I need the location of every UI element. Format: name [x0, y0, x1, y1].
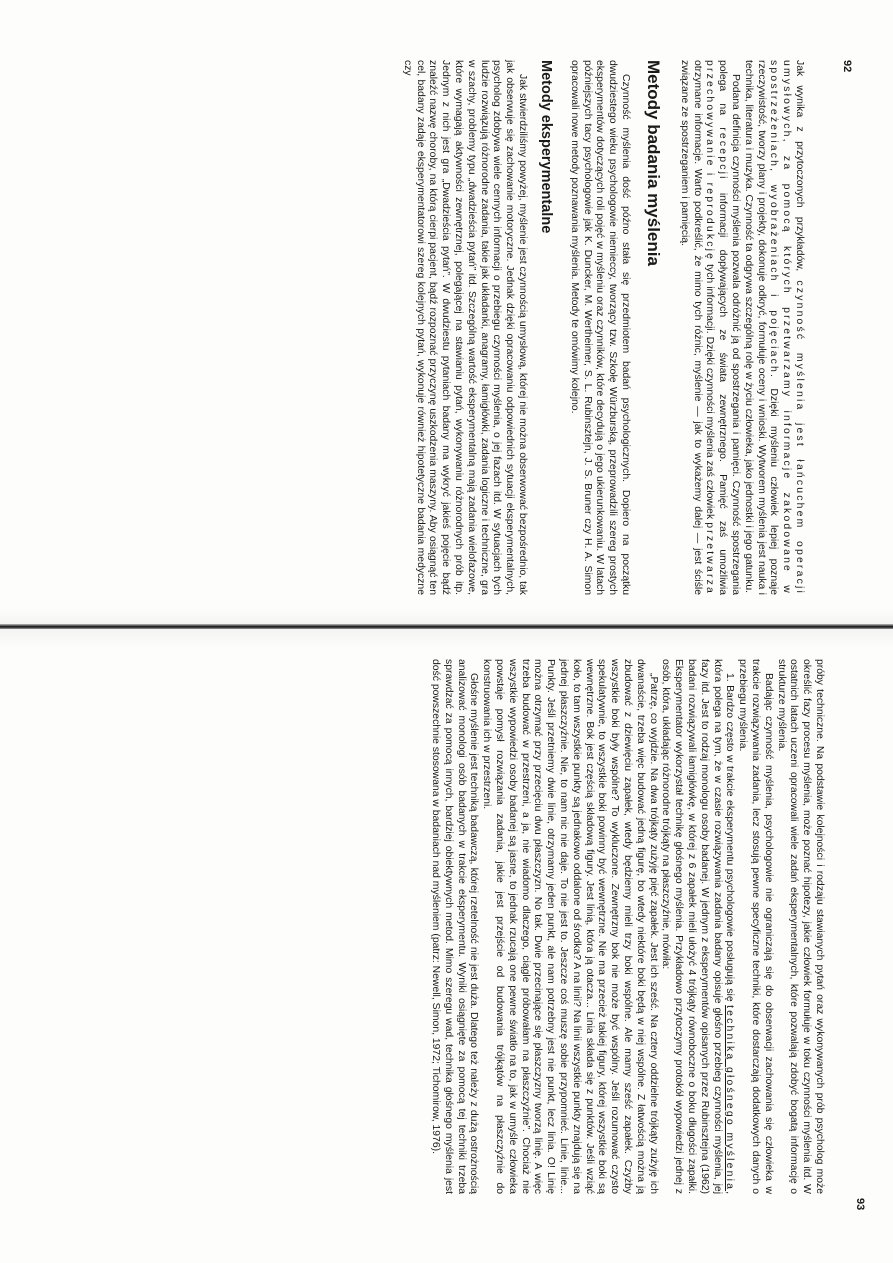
- para-text: 1. Bardzo często w trakcie eksperymentu psychologowie posługują się: [724, 673, 736, 1006]
- para-text: informacji dopływających ze świata zewnętrznego. Pamięć zaś umożliwia: [717, 180, 729, 595]
- para-text: otrzymane informacje. Warto podkreślić, że mimo tych różnic, myślenie — jak to wykażemy dalej — jest ściśle związane ze spostrzeganiem i pamięcią.: [678, 60, 703, 595]
- intro-text-rest: Dzięki myśleniu człowiek lepiej poznaje rzeczywistość, tworzy plany i projekty, dokonuje odkryć, formułuje oceny i wnioski. Wytworem myślenia jest nauka i technika, literatura i muzyka. Czynność ta odgrywa szczególną rolę w życiu człowieka, jako jednostki i jego gatunku.: [742, 60, 780, 595]
- experimental-paragraph: Jak stwierdziliśmy powyżej, myślenie jest czynnością umysłową, której nie można obserwować bezpośrednio, tak jak obserwuje się zachowanie motoryczne. Jednak dzięki opracowaniu odpowiednich sytuacji eksperymentalnych, psycholog zdobywa wiele cennych informacji o przebiegu czynności myślenia, o jej fazach itd. W sytuacjach tych ludzie rozwiązują różnorodne zadania, takie jak układanki, anagramy, łamigłówki, zadania logiczne i techniczne, gra w szachy, problemy typu „dwadzieścia pytań” itd. Szczególną wartość eksperymentalną mają zadania wielofazowe, które wymagają aktywności zewnętrznej, polegającej na stawianiu pytań, wykonywaniu różnorodnych prób itp. Jednym z nich jest gra „Dwadzieścia pytań”. W dwudziestu pytaniach badany ma wykryć jakieś pojęcie bądź znaleźć nazwę choroby, na którą cierpi pacjent, bądź rozpoznać przyczynę uszkodzenia maszyny. Aby osiągnąć ten cel, badany zadaje eksperymentatorowi szereg kolejnych pytań, wykonuje również hipotetyczne badania medyczne czy: [401, 60, 529, 595]
- page-number: 93: [854, 1198, 866, 1211]
- protocol-quote-paragraph: „Patrzę, co wyjdzie. Na dwa trójkąty zużyję pięć zapałek. Jest ich sześć. Na cztery oddzielne trójkąty zużyję ich dwanaście, trzeba więc budować jedną figurę, bo wtedy niektóre boki będą w niej wspólne. Z łatwością można ją zbudować z dziewięciu zapałek, wtedy będziemy mieli trzy boki wspólne. Ale mamy sześć zapałek. Czyżby wszystkie boki były wspólne? To wykluczone. Zewnętrzny bok nie może być wspólny. Jeśli rozumować czysto spekulatywnie, to wszystkie boki powinny być wewnętrzne. Nie ma przecież takiej figury, której wszystkie boki są wewnętrzne. Bok jest częścią składową figury. Jest linią, która ją otacza... Linia składa się z punktów. Jeśli wziąć koło, to tam wszystkie punkty są jednakowo oddalone od środka? A na linii? Na linii wszystkie punkty znajdują się na jednej płaszczyźnie. Nie, to nam nic nie daje. To nie jest to. Jeszcze coś muszę sobie przypomnieć. Linie, linie... Punkty. Jeśli przetniemy dwie linie, otrzymamy jeden punkt, ale nam potrzebny jest nie punkt, lecz linia. O! Linię można otrzymać przy przecięciu dwu płaszczyzn. No tak. Dwie przecinające się płaszczyzny tworzą linię. A więc trzeba budować w przestrzeni, a ja, nie wiadomo dlaczego, ciągle próbowałam na płaszczyźnie”. Chociaż nie wszystkie wypowiedzi osoby badanej są jasne, to jednak rzucają one pewne światło na to, jak w umyśle człowieka powstaje pomysł rozwiązania zadania, jakie jest przejście od budowania trójkątów na płaszczyźnie do konstruowania ich w przestrzeni.: [481, 659, 659, 1194]
- term-think-aloud: techniką głośnego myślenia: [724, 1005, 736, 1192]
- techniques-paragraph: Badając czynność myślenia, psychologowie nie ograniczają się do obserwacji zachowania się człowieka w trakcie rozwiązywania zadania, lecz stosują pewne specyficzne techniki, które dostarczają dodatkowych danych o przebiegu myślenia.: [737, 659, 774, 1194]
- para-text: tych informacji. Dzięki czynności myślenia zaś człowiek: [704, 261, 716, 523]
- subsection-heading-experimental: Metody eksperymentalne: [538, 60, 555, 234]
- para-text: Podana definicja czynności myślenia pozwala odróżnić ją od spostrzegania i pamięci. Czynność spostrzegania polega na: [717, 60, 742, 595]
- gutter-fold-line: [0, 624, 893, 629]
- definition-spaced: czynność myślenia jest łańcuchem operacji umysłowych, za pomocą których przetwarzamy informacje zakodowane w spostrzeżeniach, wyobrażeniach i pojęciach.: [768, 60, 805, 595]
- term-recepcji: recepcji: [717, 127, 729, 181]
- definition-paragraph: [677, 60, 741, 595]
- continuation-paragraph: próby techniczne. Na podstawie kolejności i rodzaju stawianych pytań oraz wykonywanych prób psycholog może określić fazy procesu myślenia, może poznać hipotezy, jakie człowiek formułuje w toku czynności myślenia itd. W ostatnich latach uczeni opracowali wiele zadań eksperymentalnych, które pozwalają zdobyć bogatą informację o strukturze myślenia.: [775, 659, 825, 1194]
- methods-paragraph: Czynność myślenia dość późno stała się przedmiotem badań psychologicznych. Dopiero na początku dwudziestego wieku psychologowie niemieccy, tworzący tzw. Szkołę Würzburską, przeprowadzili szereg prostych eksperymentów dotyczących roli pojęć w myśleniu oraz czynników, które decydują o jego ukierunkowaniu. W latach późniejszych tacy psychologowie jak K. Duncker, M. Wertheimer, S. L. Rubinsztejn, J. S. Bruner czy H. A. Simon opracowali nowe metody poznawania myślenia. Metody te omówimy kolejno.: [568, 60, 632, 595]
- para-text: , która polega na tym, że w czasie rozwiązywania zadania badany opisuje głośno przebieg czynności myślenia, jej fazy itd. Jest to rodzaj monologu osoby badanej. W jednym z eksperymentów opisanych przez Rubinsztejna (1962) badani rozwiązywali łamigłówkę, w której z 6 zapałek mieli ułożyć 4 trójkąty równoboczne o boku długości zapałki. Eksperymentator wykorzystał technikę głośnego myślenia. Przykładowo przytoczymy protokół wypowiedzi jednej z osób, która, układając różnorodne trójkąty na płaszczyźnie, mówiła:: [660, 659, 736, 1194]
- intro-text-start: Jak wynika z przytoczonych przykładów,: [794, 60, 805, 281]
- page-92: [0, 0, 893, 620]
- text-column: [400, 60, 805, 595]
- reliability-paragraph: Głośne myślenie jest techniką badawczą, której rzetelność nie jest duża. Dlatego też należy z dużą ostrożnością analizować monologi osób badanych w trakcie eksperymentu. Wyniki osiągnięte za pomocą tej techniki trzeba sprawdzać za pomocą innych, bardziej obiektywnych metod. Mimo szeregu wad, technika głośnego myślenia jest dość powszechnie stosowana w badaniach nad myśleniem (patrz: Newell, Simon, 1972; Tichomirow, 1976).: [430, 659, 480, 1194]
- page-number: 92: [841, 60, 853, 73]
- think-aloud-paragraph: [659, 659, 736, 1194]
- page-93: [0, 643, 893, 1263]
- term-przechowywanie: przechowywanie i reprodukcję: [704, 60, 716, 262]
- intro-paragraph: [741, 60, 805, 595]
- term-przetwarza: przetwarza: [704, 522, 716, 596]
- text-column: [428, 659, 825, 1194]
- section-heading-methods: Metody badania myślenia: [644, 60, 664, 266]
